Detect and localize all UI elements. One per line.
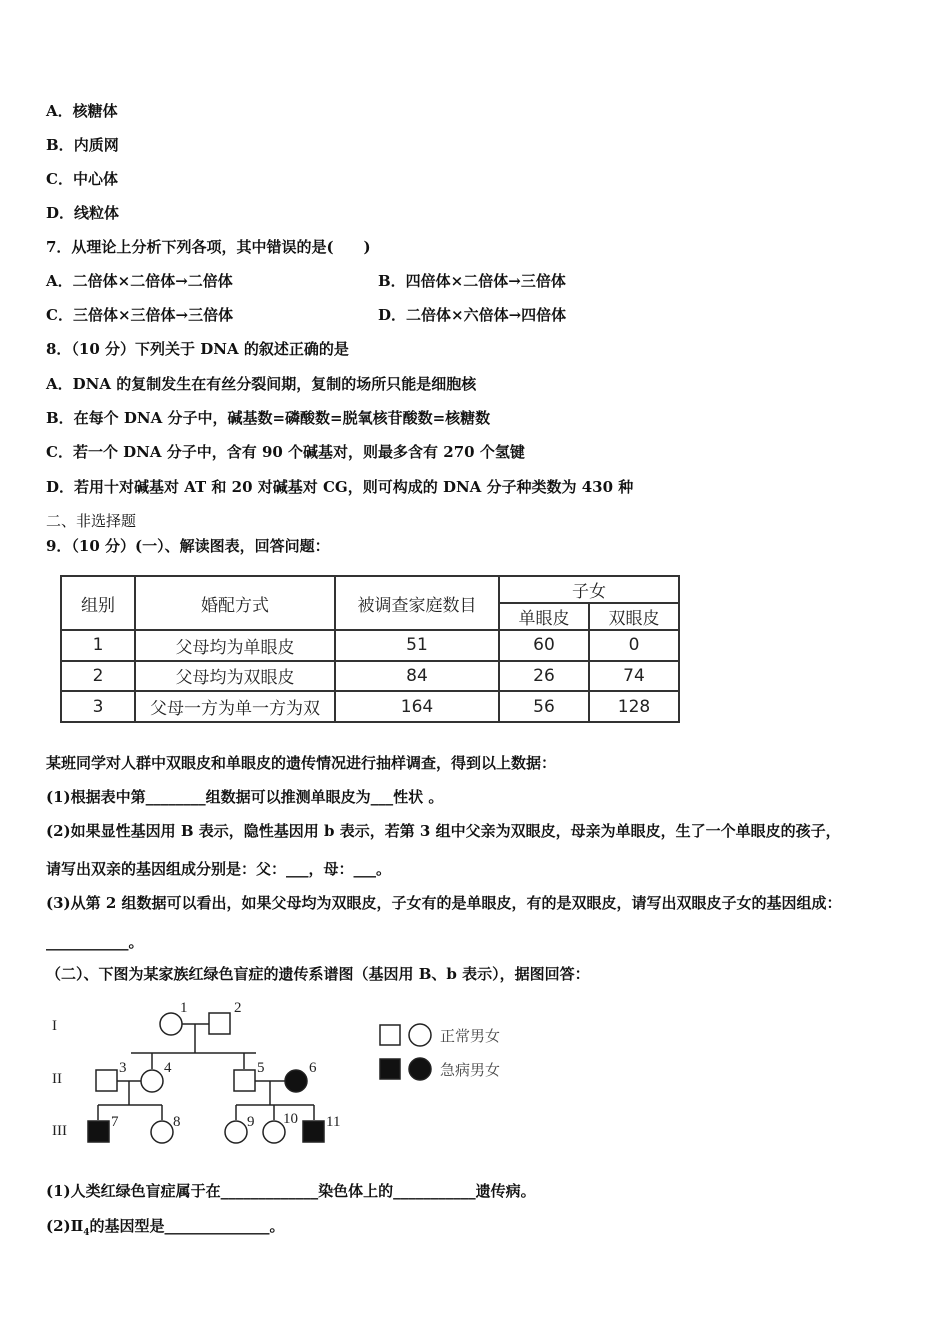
cell: 2: [61, 661, 135, 692]
q9-part3-line1: (3)从第 2 组数据可以看出，如果父母均为双眼皮，子女有的是单眼皮，有的是双眼皮，请写出双眼皮子女的基因组成：: [46, 894, 842, 912]
cell: 0: [589, 630, 679, 661]
cell: 父母均为单眼皮: [135, 630, 335, 661]
q8-option-d: D．若用十对碱基对 AT 和 20 对碱基对 CG，则可构成的 DNA 分子种类数为 430 种: [46, 478, 634, 496]
cell: 164: [335, 691, 499, 722]
table-row: [61, 630, 679, 661]
q9-intro: 某班同学对人群中双眼皮和单眼皮的遗传情况进行抽样调查，得到以上数据：: [46, 754, 557, 772]
q7-option-c: C．三倍体×三倍体→三倍体: [46, 306, 234, 324]
q9-part2-q2: $(2)Ⅱ_4$的基因型是______________。: [46, 1217, 285, 1238]
generation-label: III: [52, 1123, 67, 1139]
cell: 父母均为双眼皮: [135, 661, 335, 692]
header-double: 双眼皮: [589, 603, 679, 630]
q8-option-a: A．DNA 的复制发生在有丝分裂间期，复制的场所只能是细胞核: [46, 375, 477, 393]
individual-10: [263, 1121, 285, 1143]
q6-option-d: D．线粒体: [46, 204, 120, 222]
header-families: 被调查家庭数目: [335, 576, 499, 630]
cell: 3: [61, 691, 135, 722]
cell: 60: [499, 630, 589, 661]
individual-number: 9: [247, 1114, 255, 1130]
individual-number: 1: [180, 1000, 188, 1016]
q6-option-c: C．中心体: [46, 170, 118, 188]
q9-stem: 9．（10 分）(一）、解读图表，回答问题：: [46, 537, 330, 555]
individual-number: 4: [164, 1060, 172, 1076]
header-single: 单眼皮: [499, 603, 589, 630]
cell: 74: [589, 661, 679, 692]
individual-number: 8: [173, 1114, 181, 1130]
q8-option-c: C．若一个 DNA 分子中，含有 90 个碱基对，则最多含有 270 个氢键: [46, 443, 525, 461]
section-heading: 二、非选择题: [46, 512, 137, 530]
affected-male-symbol: [380, 1059, 400, 1079]
survey-table: [60, 575, 680, 723]
individual-3: [96, 1070, 117, 1091]
individual-5: [234, 1070, 255, 1091]
affected-female-symbol: [409, 1058, 431, 1080]
legend-normal-label: 正常男女: [440, 1027, 501, 1045]
q6-option-a: A．核糖体: [46, 102, 118, 120]
header-marriage: 婚配方式: [135, 576, 335, 630]
cell: 26: [499, 661, 589, 692]
normal-female-symbol: [409, 1024, 431, 1046]
cell: 128: [589, 691, 679, 722]
individual-number: 5: [257, 1060, 265, 1076]
table-row: [61, 661, 679, 692]
individual-7: [88, 1121, 109, 1142]
individual-11: [303, 1121, 324, 1142]
q9-part2-line2: 请写出双亲的基因组成分别是：父：___，母：___。: [46, 860, 392, 878]
cell: 51: [335, 630, 499, 661]
cell: 1: [61, 630, 135, 661]
cell: 父母一方为单一方为双: [135, 691, 335, 722]
individual-number: 6: [309, 1060, 317, 1076]
pedigree-legend: [378, 1020, 538, 1086]
legend-affected-label: 急病男女: [440, 1061, 501, 1079]
q7-option-b: B．四倍体×二倍体→三倍体: [378, 272, 566, 290]
generation-label: I: [52, 1018, 57, 1034]
q7-option-d: D．二倍体×六倍体→四倍体: [378, 306, 567, 324]
table-row: [61, 691, 679, 722]
header-children: 子女: [499, 576, 679, 603]
q9-part3-line2: ___________。: [46, 933, 144, 951]
individual-8: [151, 1121, 173, 1143]
q8-stem: 8．（10 分）下列关于 DNA 的叙述正确的是: [46, 340, 349, 358]
individual-number: 11: [326, 1114, 341, 1130]
q6-option-b: B．内质网: [46, 136, 119, 154]
individual-number: 7: [111, 1114, 119, 1130]
individual-4: [141, 1070, 163, 1092]
individual-6: [285, 1070, 307, 1092]
normal-male-symbol: [380, 1025, 400, 1045]
q8-option-b: B．在每个 DNA 分子中，碱基数=磷酸数=脱氧核苷酸数=核糖数: [46, 409, 491, 427]
q7-stem: 7．从理论上分析下列各项，其中错误的是( ): [46, 238, 371, 256]
q9-part2-line1: (2)如果显性基因用 B 表示，隐性基因用 b 表示，若第 3 组中父亲为双眼皮，母亲为单眼皮，生了一个单眼皮的孩子，: [46, 822, 841, 840]
individual-number: 10: [283, 1111, 298, 1127]
header-group: 组别: [61, 576, 135, 630]
pedigree-chart: [44, 995, 364, 1155]
q9-part2-q1: (1)人类红绿色盲症属于在_____________染色体上的___________遗传病。: [46, 1182, 536, 1200]
q7-option-a: A．二倍体×二倍体→二倍体: [46, 272, 233, 290]
individual-number: 2: [234, 1000, 242, 1016]
generation-label: II: [52, 1071, 62, 1087]
individual-9: [225, 1121, 247, 1143]
individual-2: [209, 1013, 230, 1034]
individual-1: [160, 1013, 182, 1035]
individual-number: 3: [119, 1060, 127, 1076]
q9-part1: (1)根据表中第________组数据可以推测单眼皮为___性状 。: [46, 788, 444, 806]
cell: 84: [335, 661, 499, 692]
cell: 56: [499, 691, 589, 722]
q9-section-two: （二）、下图为某家族红绿色盲症的遗传系谱图（基因用 B、b 表示），据图回答：: [46, 965, 590, 983]
